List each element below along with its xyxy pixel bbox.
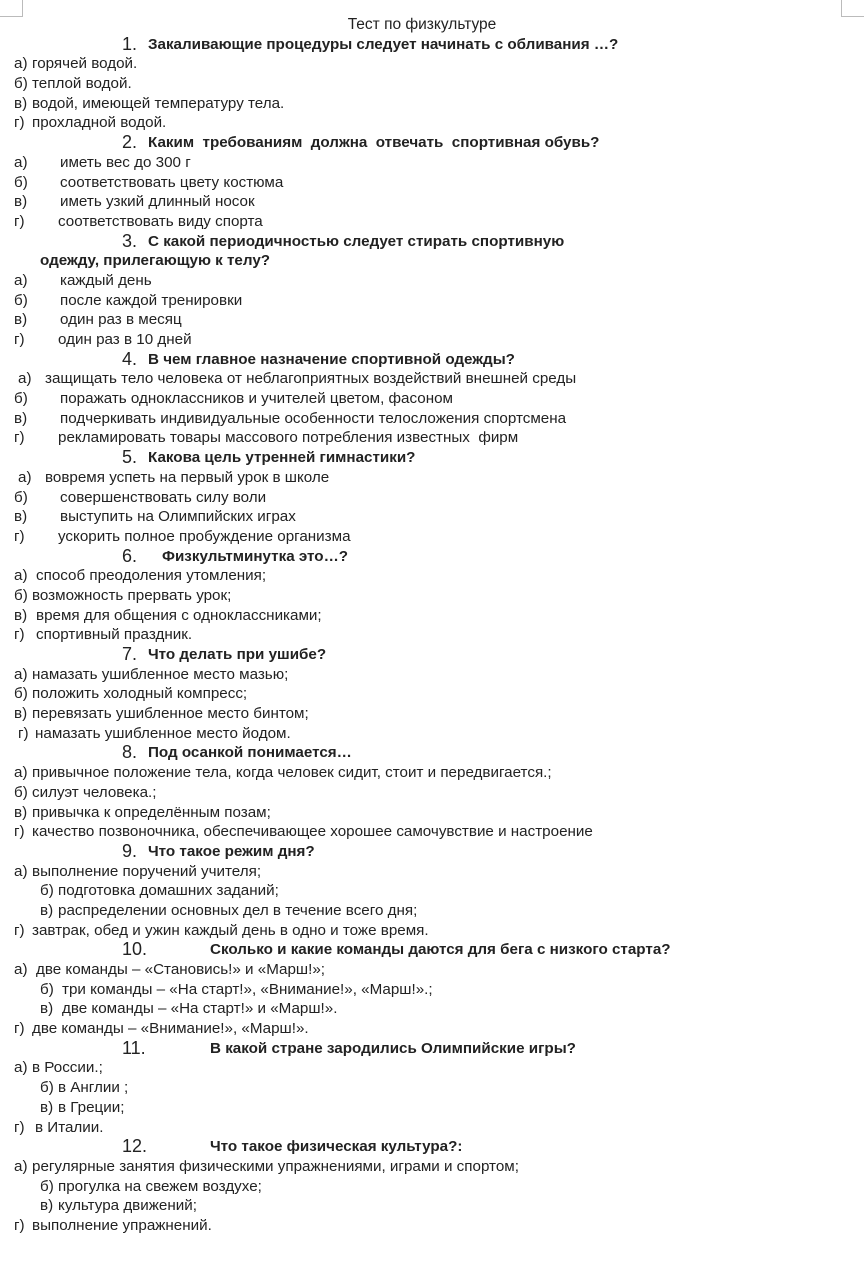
question-heading [0,133,864,153]
answer-option [0,310,864,330]
question-heading [0,842,864,862]
question-number: 1. [122,33,138,54]
answer-option [0,1118,864,1138]
question-heading [0,35,864,55]
answer-option [0,389,864,409]
question-text: Что такое режим дня? [148,842,315,860]
option-label: а) [14,153,28,171]
question-text: В какой стране зародились Олимпийские игры? [210,1039,576,1057]
answer-option [0,113,864,133]
option-label: б) [14,390,28,408]
question-text: Закаливающие процедуры следует начинать с обливания …? [148,35,619,53]
option-label: г) [18,724,29,742]
option-label: а) [14,1059,28,1077]
option-label: а) [14,55,28,73]
option-text: выполнение поручений учителя; [32,862,262,880]
question-heading [0,547,864,567]
question-number: 6. [122,545,138,566]
option-text: способ преодоления утомления; [36,567,267,585]
answer-option [0,724,864,744]
option-label: а) [14,764,28,782]
question-text: Что делать при ушибе? [148,646,327,663]
question-number: 3. [122,230,138,251]
answer-option [0,1157,864,1177]
question-number: 12. [122,1136,148,1157]
question-number: 4. [122,348,138,369]
option-label: г) [14,1020,25,1038]
option-text: силуэт человека.; [32,783,157,801]
option-text: один раз в 10 дней [58,331,192,348]
option-text: горячей водой. [32,55,138,73]
answer-option [0,1098,864,1118]
answer-option [0,1058,864,1078]
option-label: в) [40,901,54,919]
answer-option [0,566,864,586]
option-text: подчеркивать индивидуальные особенности телосложения спортсмена [60,409,567,427]
answer-option [0,822,864,842]
answer-option [0,488,864,508]
option-label: а) [14,961,28,978]
option-text: в России.; [32,1059,103,1077]
option-label: б) [14,75,28,93]
option-text: положить холодный компресс; [32,685,248,703]
option-text: рекламировать товары массового потребления известных фирм [58,429,519,447]
answer-option [0,271,864,291]
option-text: иметь вес до 300 г [60,153,191,171]
option-label: а) [14,567,28,585]
option-label: б) [14,291,28,309]
option-label: а) [14,862,28,880]
option-label: б) [14,488,28,506]
question-heading [0,645,864,665]
option-label: в) [40,1000,54,1018]
option-label: в) [14,311,28,329]
option-label: в) [14,409,28,427]
answer-option [0,606,864,626]
answer-option [0,921,864,941]
answer-option [0,586,864,606]
question-text: Физкультминутка это…? [162,547,349,565]
question-heading [0,448,864,468]
answer-option [0,980,864,1000]
option-text: две команды – «Внимание!», «Марш!». [32,1020,309,1038]
option-label: г) [14,212,25,230]
question-number: 9. [122,840,138,861]
option-label: а) [14,271,28,289]
answer-option [0,901,864,921]
question-text-continued: одежду, прилегающую к телу? [40,252,271,270]
question-text: Какова цель утренней гимнастики? [148,449,416,467]
answer-option [0,192,864,212]
option-label: а) [14,1157,28,1175]
answer-option [0,74,864,94]
option-label: в) [14,705,28,723]
answer-option [0,960,864,980]
option-text: намазать ушибленное место мазью; [32,665,289,683]
option-label: в) [40,1098,54,1116]
option-label: г) [14,114,25,132]
answer-option [0,507,864,527]
question-heading [0,743,864,763]
option-text: совершенствовать силу воли [60,488,267,506]
option-label: г) [14,626,25,644]
question-text: Что такое физическая культура?: [210,1138,463,1156]
question-text: Сколько и какие команды даются для бега с низкого старта? [210,941,671,959]
answer-option [0,1177,864,1197]
option-label: б) [14,783,28,801]
question-number: 5. [122,447,138,468]
answer-option [0,763,864,783]
option-text: две команды – «На старт!» и «Марш!». [62,1000,338,1018]
answer-option [0,625,864,645]
answer-option [0,291,864,311]
answer-option [0,862,864,882]
option-label: г) [14,823,25,841]
question-text: Каким требованиям должна отвечать спортивная обувь? [148,134,600,152]
option-label: б) [40,1079,54,1097]
question-heading [0,1039,864,1059]
option-label: а) [14,665,28,683]
answer-option [0,881,864,901]
option-label: б) [40,980,54,998]
option-text: в Италии. [35,1118,104,1136]
option-text: подготовка домашних заданий; [58,882,279,900]
option-text: в Греции; [58,1098,125,1116]
answer-option [0,665,864,685]
option-text: три команды – «На старт!», «Внимание!», «Марш!».; [62,980,433,998]
answer-option [0,428,864,448]
option-label: в) [14,94,28,112]
option-label: г) [14,429,25,447]
answer-option [0,684,864,704]
option-label: б) [14,586,28,604]
option-text: иметь узкий длинный носок [60,193,255,211]
option-text: культура движений; [58,1197,197,1215]
option-text: защищать тело человека от неблагоприятных воздействий внешней среды [45,370,577,388]
document-page [0,15,864,1236]
option-label: г) [14,331,25,348]
option-text: вовремя успеть на первый урок в школе [45,468,330,486]
answer-option [0,409,864,429]
answer-option [0,468,864,488]
option-text: качество позвоночника, обеспечивающее хорошее самочувствие и настроение [32,823,593,841]
option-label: а) [18,370,32,388]
option-label: в) [14,193,28,211]
option-text: возможность прервать урок; [32,586,232,604]
answer-option [0,999,864,1019]
option-text: спортивный праздник. [36,626,193,644]
option-text: намазать ушибленное место йодом. [35,724,291,742]
question-number: 2. [122,132,138,153]
option-text: выступить на Олимпийских играх [60,508,296,526]
option-label: б) [14,685,28,703]
question-number: 8. [122,742,138,763]
answer-option [0,330,864,350]
question-heading [0,350,864,370]
option-label: г) [14,527,25,545]
question-number: 7. [122,644,138,664]
option-text: перевязать ушибленное место бинтом; [32,705,309,723]
option-text: соответствовать цвету костюма [60,173,284,191]
question-heading [0,940,864,960]
option-text: ускорить полное пробуждение организма [58,527,351,545]
option-text: в Англии ; [58,1079,129,1097]
option-text: выполнение упражнений. [32,1216,212,1234]
option-text: прогулка на свежем воздухе; [58,1177,262,1195]
answer-option [0,153,864,173]
option-label: а) [18,468,32,486]
answer-option [0,369,864,389]
option-text: один раз в месяц [60,311,182,329]
answer-option [0,803,864,823]
option-text: две команды – «Становись!» и «Марш!»; [36,961,325,978]
question-number: 11. [122,1037,146,1058]
document-title [0,15,864,35]
option-text: привычное положение тела, когда человек сидит, стоит и передвигается.; [32,764,552,782]
option-label: г) [14,921,25,939]
answer-option [0,54,864,74]
answer-option [0,173,864,193]
option-label: в) [14,508,28,526]
option-label: г) [14,1118,25,1136]
answer-option [0,783,864,803]
option-text: распределении основных дел в течение всего дня; [58,901,418,919]
answer-option [0,527,864,547]
option-text: привычка к определённым позам; [32,803,271,821]
question-text: В чем главное назначение спортивной одежды? [148,350,515,368]
option-text: поражать одноклассников и учителей цветом, фасоном [60,390,453,408]
question-text: Под осанкой понимается… [148,744,352,762]
answer-option [0,1019,864,1039]
option-label: б) [40,1177,54,1195]
answer-option [0,212,864,232]
option-text: каждый день [60,271,152,289]
question-heading [0,232,864,252]
option-text: после каждой тренировки [60,291,243,309]
option-label: б) [40,882,54,900]
answer-option [0,1216,864,1236]
option-label: в) [14,803,28,821]
answer-option [0,1078,864,1098]
option-text: теплой водой. [32,75,132,93]
option-text: водой, имеющей температуру тела. [32,94,285,112]
option-text: соответствовать виду спорта [58,212,263,230]
answer-option [0,94,864,114]
question-number: 10. [122,939,148,960]
option-label: в) [40,1197,54,1215]
option-label: б) [14,173,28,191]
option-text: регулярные занятия физическими упражнениями, играми и спортом; [32,1157,519,1175]
option-label: в) [14,606,28,624]
question-heading [0,1137,864,1157]
option-text: прохладной водой. [32,114,167,132]
document-title-text: Тест по физкультуре [347,16,497,33]
option-text: завтрак, обед и ужин каждый день в одно и тоже время. [32,921,429,939]
option-label: г) [14,1216,25,1234]
answer-option [0,704,864,724]
answer-option [0,1196,864,1216]
question-text: С какой периодичностью следует стирать спортивную [148,232,565,250]
option-text: время для общения с одноклассниками; [36,606,322,624]
